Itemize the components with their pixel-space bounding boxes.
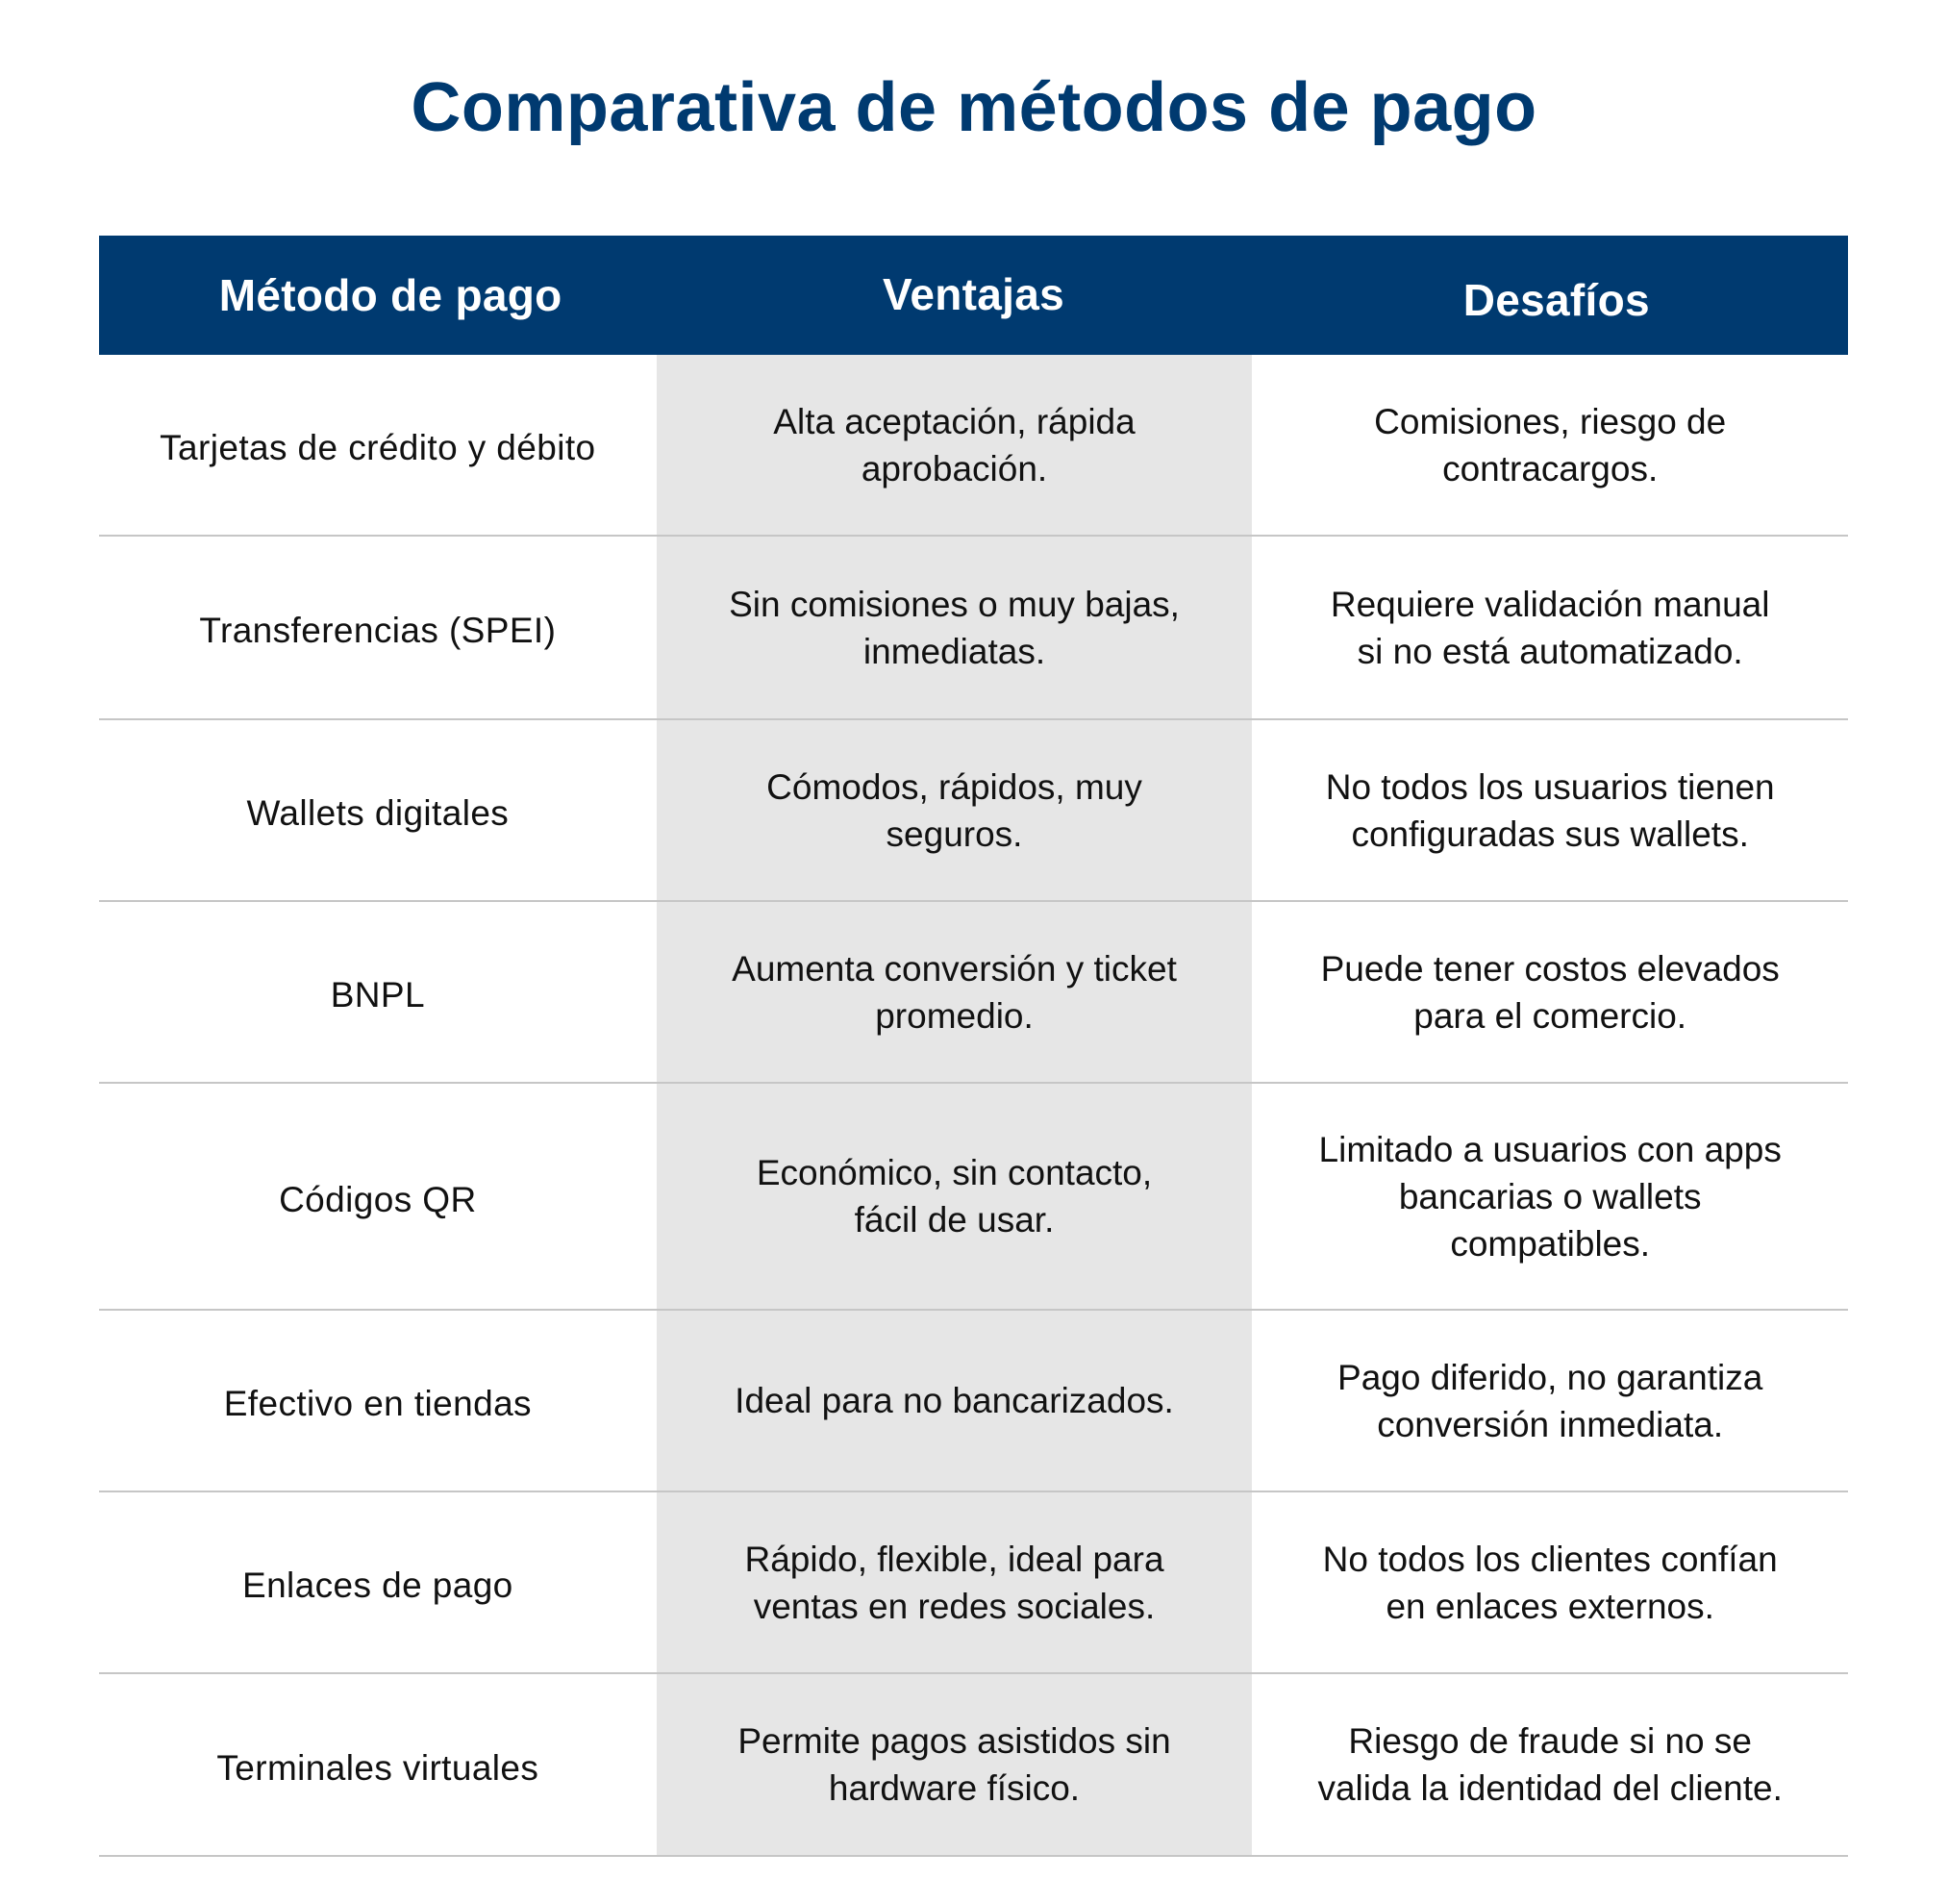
cell-text-line: configuradas sus wallets.: [1351, 814, 1749, 854]
cell-text-line: Ideal para no bancarizados.: [735, 1381, 1174, 1420]
cell-desafios: [1252, 355, 1848, 535]
cell-method: Terminales virtuales: [216, 1747, 539, 1788]
table-row: [99, 1084, 1848, 1311]
cell-desafios: [1252, 1311, 1848, 1491]
cell-text-line: Requiere validación manual: [1330, 584, 1770, 624]
cell-desafios: [1252, 720, 1848, 900]
cell-text-line: Cómodos, rápidos, muy: [766, 766, 1142, 807]
table-row: [99, 720, 1848, 902]
cell-method: Códigos QR: [279, 1179, 477, 1219]
cell-text-line: Limitado a usuarios con apps: [1318, 1129, 1782, 1169]
cell-text-line: No todos los usuarios tienen: [1325, 766, 1775, 807]
cell-method: Efectivo en tiendas: [223, 1384, 532, 1423]
cell-text-line: hardware físico.: [828, 1768, 1081, 1808]
cell-desafios: [1252, 1084, 1848, 1309]
cell-ventajas: [657, 1311, 1253, 1491]
cell-ventajas: [657, 1492, 1253, 1672]
cell-method: Transferencias (SPEI): [199, 611, 557, 650]
payment-methods-comparison-table: [99, 236, 1848, 1857]
cell-text-line: Pago diferido, no garantiza: [1337, 1357, 1763, 1397]
cell-text-line: bancarias o wallets: [1398, 1176, 1702, 1216]
cell-text-line: Sin comisiones o muy bajas,: [729, 584, 1180, 624]
table-row: [99, 902, 1848, 1084]
cell-text-line: valida la identidad del cliente.: [1317, 1768, 1783, 1808]
cell-desafios: [1252, 537, 1848, 718]
column-header-desafios: Desafíos: [1462, 275, 1650, 325]
cell-text-line: aprobación.: [861, 448, 1048, 489]
cell-text-line: Comisiones, riesgo de: [1374, 401, 1727, 441]
cell-text-line: Aumenta conversión y ticket: [732, 948, 1177, 989]
cell-text-line: contracargos.: [1442, 448, 1659, 489]
cell-text-line: ventas en redes sociales.: [753, 1586, 1156, 1626]
page-title: Comparativa de métodos de pago: [411, 69, 1537, 146]
cell-method: Wallets digitales: [246, 793, 510, 833]
table-header-row: [99, 236, 1848, 355]
cell-text-line: seguros.: [886, 814, 1023, 854]
cell-text-line: Rápido, flexible, ideal para: [744, 1539, 1164, 1579]
cell-ventajas: [657, 720, 1253, 900]
table-row: [99, 1674, 1848, 1857]
cell-ventajas: [657, 355, 1253, 535]
cell-text-line: promedio.: [875, 995, 1034, 1036]
cell-text-line: compatibles.: [1450, 1223, 1651, 1264]
cell-text-line: Permite pagos asistidos sin: [737, 1721, 1171, 1761]
cell-desafios: [1252, 902, 1848, 1082]
cell-text-line: Económico, sin contacto,: [756, 1153, 1153, 1192]
cell-text-line: si no está automatizado.: [1357, 631, 1743, 671]
cell-ventajas: [657, 537, 1253, 718]
column-header-method: Método de pago: [218, 270, 562, 320]
cell-text-line: en enlaces externos.: [1386, 1586, 1714, 1626]
table-row: [99, 1492, 1848, 1674]
cell-text-line: Riesgo de fraude si no se: [1348, 1721, 1752, 1761]
cell-text-line: conversión inmediata.: [1377, 1404, 1724, 1444]
cell-desafios: [1252, 1674, 1848, 1855]
cell-method: BNPL: [330, 975, 425, 1015]
cell-desafios: [1252, 1492, 1848, 1672]
cell-method: Enlaces de pago: [242, 1566, 513, 1605]
cell-ventajas: [657, 902, 1253, 1082]
table-row: [99, 1311, 1848, 1492]
cell-text-line: para el comercio.: [1413, 995, 1687, 1036]
cell-ventajas: [657, 1084, 1253, 1309]
cell-text-line: Alta aceptación, rápida: [773, 401, 1136, 441]
cell-text-line: Puede tener costos elevados: [1320, 948, 1780, 989]
cell-method: Tarjetas de crédito y débito: [160, 428, 596, 467]
column-header-ventajas: Ventajas: [882, 269, 1065, 319]
table-row: [99, 355, 1848, 537]
cell-ventajas: [657, 1674, 1253, 1855]
cell-text-line: inmediatas.: [862, 631, 1046, 671]
cell-text-line: fácil de usar.: [854, 1200, 1055, 1240]
table-row: [99, 537, 1848, 720]
cell-text-line: No todos los clientes confían: [1322, 1539, 1778, 1579]
